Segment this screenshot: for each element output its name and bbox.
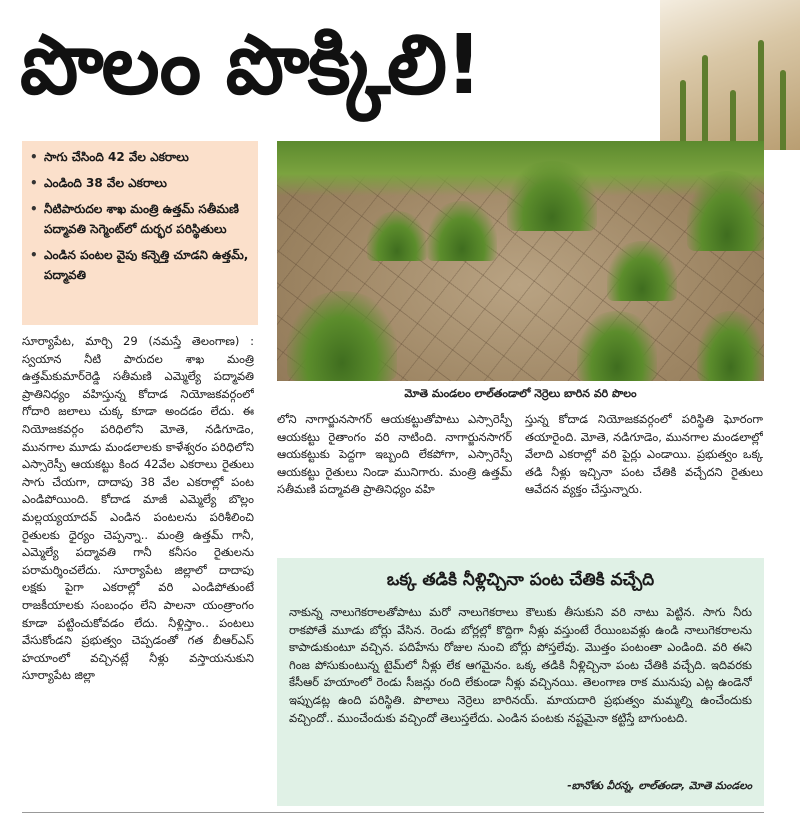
headline: పొలం పొక్కిలి! xyxy=(20,18,481,113)
bottom-divider xyxy=(22,812,764,813)
highlight-item: • సాగు చేసింది 42 వేల ఎకరాలు xyxy=(30,147,250,167)
highlight-item: • నీటిపారుదల శాఖ మంత్రి ఉత్తమ్ సతీమణి పద్మావతి సెగ్మెంట్‌లో దుర్భర పరిస్థితులు xyxy=(30,199,250,239)
highlight-item: • ఎండిన పంటల వైపు కన్నెత్తి చూడని ఉత్తమ్, పద్మావతి xyxy=(30,245,250,285)
quote-signature: -బానోతు వీరన్న, లాల్‌తండా, మోతె మండలం xyxy=(567,780,752,792)
adjacent-column-edge xyxy=(784,470,798,790)
farmer-quote-box xyxy=(277,558,764,806)
quote-title: ఒక్క తడికి నీళ్లిచ్చినా పంట చేతికి వచ్చేది xyxy=(386,570,655,590)
headline-photo xyxy=(660,0,800,150)
article-column-1: సూర్యాపేట, మార్చి 29 (నమస్తే తెలంగాణ) : స్వయాన నీటి పారుదల శాఖ మంత్రి ఉత్తమ్‌కుమార్‌రెడ్డి సతీమణి ఎమ్మెల్యే పద్మావతి ప్రాతినిధ్యం వహిస్తున్న కోదాడ నియోజకవర్గంలో గోదారి జలాలు చుక్క కూడా అందడం లేదు. ఈ నియోజకవర్గం పరిధిలోని మోతె, నడిగూడెం, మునగాల మూడు మండలాలకు కాళేశ్వరం పరిధిలోని ఎస్సారెస్పీ ఆయకట్టు కింద 42వేల ఎకరాలు రైతులు సాగు చేయగా, దాదాపు 38 వేల ఎకరాల్లో పంట ఎండిపోయింది. కోదాడ మాజీ ఎమ్మెల్యే బొల్లం మల్లయ్యయాదవ్ ఎండిన పంటలను పరిశీలించి రైతులకు ధైర్యం చెప్పన్నా.. మంత్రి ఉత్తమ్ గానీ, ఎమ్మెల్యే పద్మావతి గానీ కనీసం రైతులను పరామర్శించలేదు. సూర్యాపేట జిల్లాలో దాదాపు లక్షకు పైగా ఎకరాల్లో వరి ఎండిపోతుంటే రాజకీయాలకు సంబంధం లేని పాలనా యంత్రాంగం కూడా పట్టించుకోవడం లేదు. నీళ్లిస్తాం.. పంటలు వేసుకోండని ప్రభుత్వం చెప్పడంతో గత బీఆర్‌ఎస్ హయాంలో వచ్చినట్లే నీళ్లు వస్తాయనుకుని సూర్యాపేట జిల్లా xyxy=(22,334,254,683)
highlight-item: • ఎండింది 38 వేల ఎకరాలు xyxy=(30,173,250,193)
photo-caption: మోతె మండలం లాల్‌తండాలో నెర్రెలు బారిన వరి పొలం xyxy=(404,387,637,400)
article-column-2: లోని నాగార్జునసాగర్ ఆయకట్టుతోపాటు ఎస్సారెస్పీ ఆయకట్టు రైతాంగం వరి నాటింది. నాగార్జునసాగర్ ఆయకట్టుకు పెద్దగా ఇబ్బంది లేకపోగా, ఎస్సారెస్పీ ఆయకట్టు రైతులు నిండా మునిగారు. మంత్రి ఉత్తమ్ సతీమణి పద్మావతి ప్రాతినిధ్యం వహి xyxy=(277,412,512,497)
article-column-3: స్తున్న కోదాడ నియోజకవర్గంలో పరిస్థితి ఘోరంగా తయారైంది. మోతె, నడిగూడెం, మునగాల మండలాల్లో వేలాది ఎకరాల్లో వరి పైర్లు ఎండాయి. ప్రభుత్వం ఒక్క తడి నీళ్లు ఇచ్చినా పంట చేతికి వచ్చేదని రైతులు ఆవేదన వ్యక్తం చేస్తున్నారు. xyxy=(525,412,763,497)
dry-field-photo xyxy=(277,141,764,381)
highlights-box xyxy=(22,141,258,325)
quote-body: నాకున్న నాలుగెకరాలతోపాటు మరో నాలుగెకరాలు కౌలుకు తీసుకుని వరి నాటు పెట్టిన. సాగు నీరు రాకపోతే మూడు బోర్లు వేసిన. రెండు బోర్లల్లో కొద్దిగా నీళ్లు వస్తుంటే రేయింబవళ్లు ఉండి నాలుగెకరాలను కాపాడుకుంటూ వచ్చిన. పదిహేను రోజుల నుంచి బోర్లు పోస్తలేవు. మొత్తం పంటంతా ఎండింది. వరి ఈని గింజ పోసుకుంటున్న టైమ్‌లో నీళ్లు లేక ఆగమైనం. ఒక్క తడికి నీళ్లిచ్చినా పంట చేతికి వచ్చేది. ఇదివరకు కేసీఆర్ హయాంలో రెండు సీజన్లు రంది లేకుండా నీళ్లు వచ్చినయి. తెలంగాణ రాక మునుపు ఎట్ల ఉండెనో ఇప్పుడట్ల ఉంది పరిస్థితి. పొలాలు నెర్రెలు బారినయ్. మాయదారి ప్రభుత్వం మమ్మల్ని ఉంచేందుకు వచ్చిందో.. ముంచేందుకు వచ్చిందో తెలుస్తలేదు. ఎండిన పంటకు నష్టమైనా కట్టిస్తే బాగుంటది. xyxy=(289,605,752,725)
